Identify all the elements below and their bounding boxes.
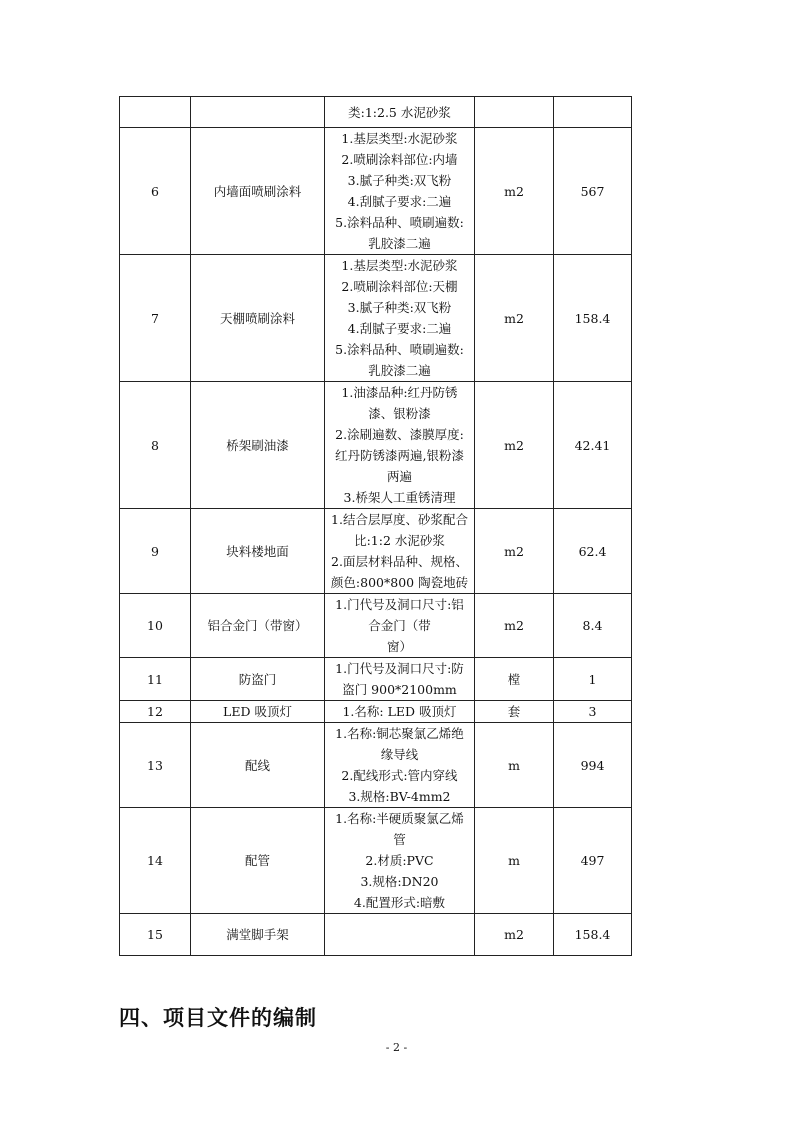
item-features-cell: [325, 128, 475, 255]
feature-line: 4.刮腻子要求:二遍: [347, 194, 452, 209]
feature-line: 1.门代号及洞口尺寸:铝: [335, 597, 464, 612]
item-number-cell: [120, 97, 191, 128]
feature-line: 3.规格:DN20: [360, 874, 439, 889]
quantity-cell: 8.4: [554, 594, 632, 658]
feature-line: 3.腻子种类:双飞粉: [347, 300, 452, 315]
feature-line: 乳胶漆二遍: [368, 363, 431, 378]
item-number-cell: 15: [120, 914, 191, 956]
item-features-cell: [325, 701, 475, 723]
quantity-cell: 497: [554, 808, 632, 914]
quantity-cell: 567: [554, 128, 632, 255]
item-name-cell: 桥架刷油漆: [191, 382, 325, 509]
quantity-cell: 3: [554, 701, 632, 723]
quantity-cell: [554, 97, 632, 128]
feature-line: 1.基层类型:水泥砂浆: [341, 131, 458, 146]
table-row: [120, 723, 632, 808]
feature-line: 4.刮腻子要求:二遍: [347, 321, 452, 336]
table-row: [120, 255, 632, 382]
item-name-cell: 内墙面喷刷涂料: [191, 128, 325, 255]
item-number-cell: 6: [120, 128, 191, 255]
feature-line: 2.涂刷遍数、漆膜厚度:: [335, 427, 464, 442]
quantity-cell: 62.4: [554, 509, 632, 594]
table-row: [120, 658, 632, 701]
feature-line: 2.配线形式:管内穿线: [341, 768, 458, 783]
feature-line: 1.结合层厚度、砂浆配合: [331, 512, 468, 527]
table-row: [120, 914, 632, 956]
unit-cell: 套: [475, 701, 554, 723]
feature-line: 3.规格:BV-4mm2: [348, 789, 451, 804]
feature-line: 漆、银粉漆: [368, 406, 431, 421]
quantity-cell: 158.4: [554, 255, 632, 382]
item-features-cell: [325, 382, 475, 509]
feature-line: 红丹防锈漆两遍,银粉漆: [335, 448, 464, 463]
feature-line: 颜色:800*800 陶瓷地砖: [330, 575, 469, 590]
feature-line: 2.面层材料品种、规格、: [331, 554, 468, 569]
feature-line: 缘导线: [380, 747, 419, 762]
unit-cell: m2: [475, 594, 554, 658]
item-number-cell: 7: [120, 255, 191, 382]
section-heading: 四、项目文件的编制: [119, 1006, 317, 1030]
item-name-cell: LED 吸顶灯: [191, 701, 325, 723]
feature-line: 5.涂料品种、喷刷遍数:: [335, 215, 464, 230]
feature-line: 两遍: [386, 469, 412, 484]
feature-line: 类:1:2.5 水泥砂浆: [348, 104, 451, 120]
feature-line: 乳胶漆二遍: [368, 236, 431, 251]
feature-line: 3.桥架人工重锈清理: [343, 490, 456, 505]
item-features-cell: [325, 97, 475, 128]
table-row: [120, 128, 632, 255]
item-features-cell: [325, 808, 475, 914]
item-number-cell: 11: [120, 658, 191, 701]
unit-cell: m: [475, 723, 554, 808]
feature-line: 窗）: [386, 639, 412, 654]
table-row: [120, 97, 632, 128]
feature-line: 2.喷刷涂料部位:天棚: [341, 279, 458, 294]
unit-cell: [475, 97, 554, 128]
quantity-cell: 994: [554, 723, 632, 808]
quantity-cell: 158.4: [554, 914, 632, 956]
item-number-cell: 14: [120, 808, 191, 914]
unit-cell: m2: [475, 914, 554, 956]
item-number-cell: 12: [120, 701, 191, 723]
unit-cell: m2: [475, 382, 554, 509]
item-name-cell: 满堂脚手架: [191, 914, 325, 956]
item-features-cell: [325, 723, 475, 808]
feature-line: 1.门代号及洞口尺寸:防: [335, 661, 464, 676]
feature-line: 1.名称:半硬质聚氯乙烯: [335, 811, 464, 826]
unit-cell: m2: [475, 509, 554, 594]
item-name-cell: 防盗门: [191, 658, 325, 701]
item-number-cell: 8: [120, 382, 191, 509]
page-number: - 2 -: [385, 1041, 408, 1054]
feature-line: 2.喷刷涂料部位:内墙: [341, 152, 458, 167]
item-features-cell: [325, 594, 475, 658]
feature-line: 1.基层类型:水泥砂浆: [341, 258, 458, 273]
table-row: [120, 701, 632, 723]
unit-cell: m: [475, 808, 554, 914]
item-number-cell: 13: [120, 723, 191, 808]
table-row: [120, 594, 632, 658]
table-body: [120, 97, 632, 956]
item-name-cell: 块料楼地面: [191, 509, 325, 594]
feature-line: 1.名称:铜芯聚氯乙烯绝: [335, 726, 464, 741]
feature-line: 1.油漆品种:红丹防锈: [341, 385, 458, 400]
feature-line: 盗门 900*2100mm: [342, 682, 457, 697]
item-name-cell: 配管: [191, 808, 325, 914]
feature-line: 2.材质:PVC: [365, 853, 434, 868]
item-number-cell: 9: [120, 509, 191, 594]
bill-of-quantities-table: [119, 96, 632, 956]
item-name-cell: 天棚喷刷涂料: [191, 255, 325, 382]
unit-cell: m2: [475, 128, 554, 255]
feature-line: 合金门（带: [368, 618, 431, 633]
item-name-cell: 铝合金门（带窗）: [191, 594, 325, 658]
table-row: [120, 382, 632, 509]
item-features-cell: [325, 509, 475, 594]
unit-cell: m2: [475, 255, 554, 382]
feature-line: 4.配置形式:暗敷: [353, 895, 446, 910]
item-features-cell: [325, 255, 475, 382]
quantity-cell: 1: [554, 658, 632, 701]
feature-line: 比:1:2 水泥砂浆: [354, 533, 445, 548]
feature-line: 管: [393, 832, 406, 847]
quantity-cell: 42.41: [554, 382, 632, 509]
table-row: [120, 509, 632, 594]
item-name-cell: [191, 97, 325, 128]
item-number-cell: 10: [120, 594, 191, 658]
item-features-cell: [325, 914, 475, 956]
item-name-cell: 配线: [191, 723, 325, 808]
feature-line: 1.名称: LED 吸顶灯: [342, 704, 457, 719]
feature-line: 3.腻子种类:双飞粉: [347, 173, 452, 188]
item-features-cell: [325, 658, 475, 701]
feature-line: 5.涂料品种、喷刷遍数:: [335, 342, 464, 357]
unit-cell: 樘: [475, 658, 554, 701]
table-row: [120, 808, 632, 914]
